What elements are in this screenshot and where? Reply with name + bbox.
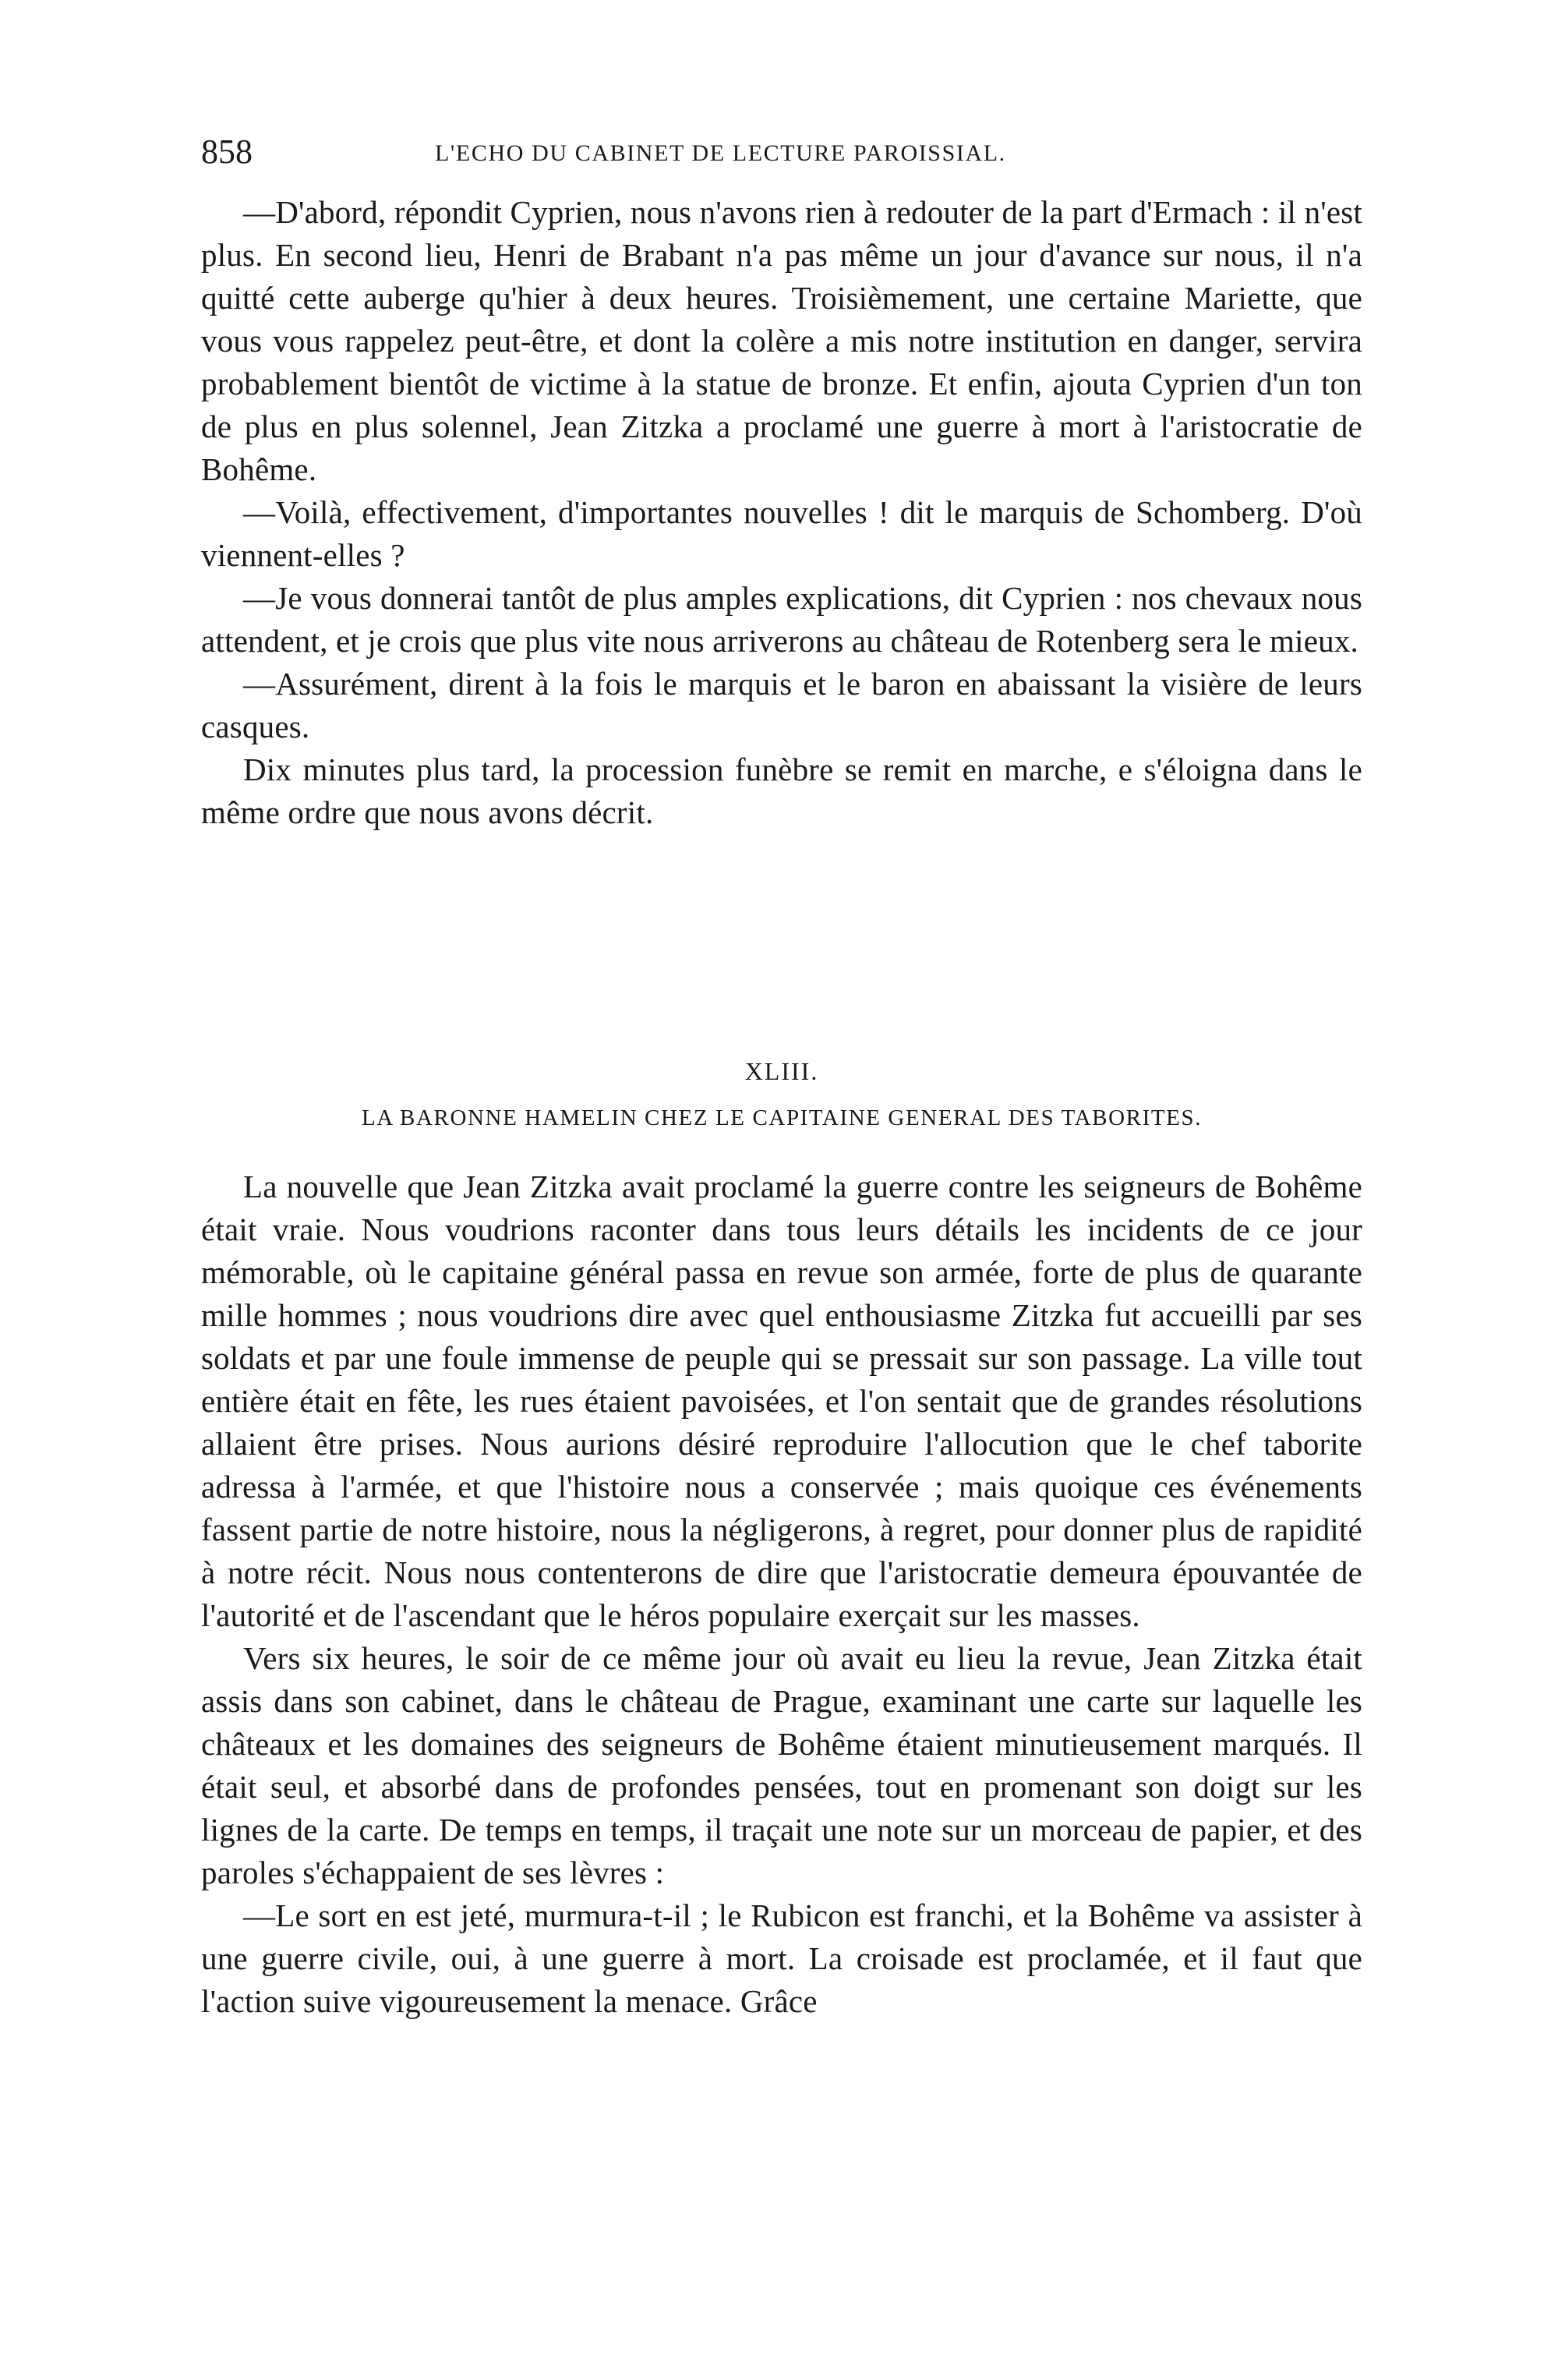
page-number: 858: [201, 133, 253, 171]
paragraph: —Assurément, dirent à la fois le marquis et le baron en abaissant la visière de leurs casques.: [201, 666, 1362, 744]
paragraph: Dix minutes plus tard, la procession funèbre se remit en marche, e s'éloigna dans le même ordre que nous avons décrit.: [201, 751, 1362, 830]
paragraph: Vers six heures, le soir de ce même jour où avait eu lieu la revue, Jean Zitzka était assis dans son cabinet, dans le château de Prague, examinant une carte sur laquelle les châteaux et les domaines des seigneurs de Bohême étaient minutieusement marqués. Il était seul, et absorbé dans de profondes pensées, tout en promenant son doigt sur les lignes de la carte. De temps en temps, il traçait une note sur un morceau de papier, et des paroles s'échappaient de ses lèvres :: [201, 1640, 1362, 1890]
chapter-number: XLIII.: [744, 1057, 819, 1085]
paragraph: —Voilà, effectivement, d'importantes nouvelles ! dit le marquis de Schomberg. D'où viennent-elles ?: [201, 494, 1362, 573]
paragraph: La nouvelle que Jean Zitzka avait proclamé la guerre contre les seigneurs de Bohême était vraie. Nous voudrions raconter dans tous leurs détails les incidents de ce jour mémorable, où le capitaine général passa en revue son armée, forte de plus de quarante mille hommes ; nous voudrions dire avec quel enthousiasme Zitzka fut accueilli par ses soldats et par une foule immense de peuple qui se pressait sur son passage. La ville tout entière était en fête, les rues étaient pavoisées, et l'on sentait que de grandes résolutions allaient être prises. Nous aurions désiré reproduire l'allocution que le chef taborite adressa à l'armée, et que l'histoire nous a conservée ; mais quoique ces événements fassent partie de notre histoire, nous la négligerons, à regret, pour donner plus de rapidité à notre récit. Nous nous contenterons de dire que l'aristocratie demeura épouvantée de l'autorité et de l'ascendant que le héros populaire exerçait sur les masses.: [201, 1169, 1362, 1633]
running-title: L'ECHO DU CABINET DE LECTURE PAROISSIAL.: [435, 140, 1006, 166]
page-header: [201, 129, 1362, 175]
paragraph: —D'abord, répondit Cyprien, nous n'avons rien à redouter de la part d'Ermach : il n'est plus. En second lieu, Henri de Brabant n'a pas même un jour d'avance sur nous, il n'a quitté cette auberge qu'hier à deux heures. Troisièmement, une certaine Mariette, que vous vous rappelez peut-être, et dont la colère a mis notre institution en danger, servira probablement bientôt de victime à la statue de bronze. Et enfin, ajouta Cyprien d'un ton de plus en plus solennel, Jean Zitzka a proclamé une guerre à mort à l'aristocratie de Bohême.: [201, 194, 1363, 487]
paragraph: —Le sort en est jeté, murmura-t-il ; le Rubicon est franchi, et la Bohême va assister à une guerre civile, oui, à une guerre à mort. La croisade est proclamée, et il faut que l'action suive vigoureusement la menace. Grâce: [201, 1897, 1362, 2019]
paragraph: —Je vous donnerai tantôt de plus amples explications, dit Cyprien : nos chevaux nous attendent, et je crois que plus vite nous arriverons au château de Rotenberg sera le mieux.: [201, 580, 1362, 659]
text-block-chapter: [201, 1165, 1362, 2023]
chapter-title: LA BARONNE HAMELIN CHEZ LE CAPITAINE GENERAL DES TABORITES.: [361, 1105, 1203, 1130]
text-block-before-chapter: [201, 191, 1362, 834]
